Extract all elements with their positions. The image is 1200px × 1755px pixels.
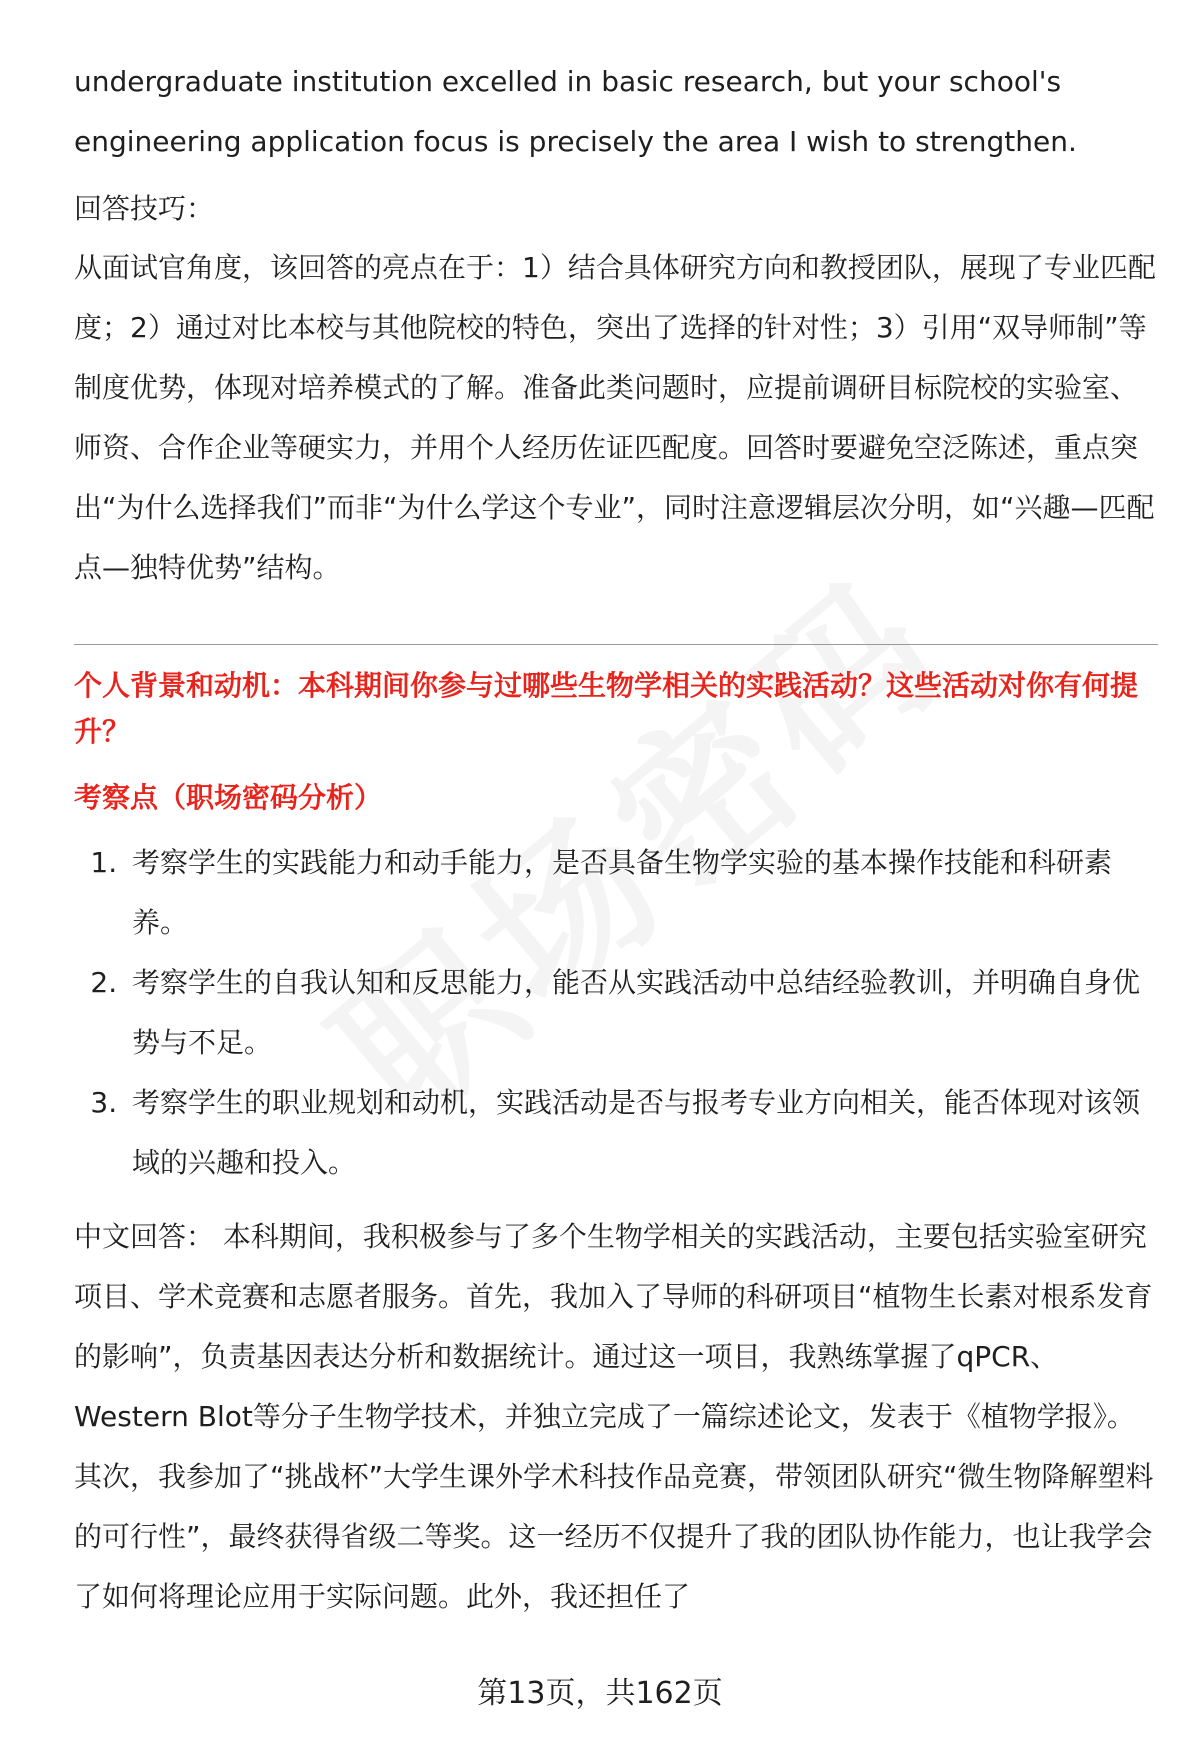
list-item: 3. 考察学生的职业规划和动机，实践活动是否与报考专业方向相关，能否体现对该领域的兴趣和投入。 xyxy=(126,1073,1158,1193)
tips-body: 从面试官角度，该回答的亮点在于：1）结合具体研究方向和教授团队，展现了专业匹配度；2）通过对比本校与其他院校的特色，突出了选择的针对性；3）引用“双导师制”等制度优势，体现对培养模式的了解。准备此类问题时，应提前调研目标院校的实验室、师资、合作企业等硬实力，并用个人经历佐证匹配度。回答时要避免空泛陈述，重点突出“为什么选择我们”而非“为什么学这个专业”，同时注意逻辑层次分明，如“兴趣—匹配点—独特优势”结构。 xyxy=(74,251,1156,584)
assessment-points-list xyxy=(74,833,1158,1193)
tips-label: 回答技巧： xyxy=(74,192,215,225)
answer-paragraph: 中文回答： 本科期间，我积极参与了多个生物学相关的实践活动，主要包括实验室研究项目、学术竞赛和志愿者服务。首先，我加入了导师的科研项目“植物生长素对根系发育的影响”，负责基因表达分析和数据统计。通过这一项目，我熟练掌握了qPCR、Western Blot等分子生物学技术，并独立完成了一篇综述论文，发表于《植物学报》。其次，我参加了“挑战杯”大学生课外学术科技作品竞赛，带领团队研究“微生物降解塑料的可行性”，最终获得省级二等奖。这一经历不仅提升了我的团队协作能力，也让我学会了如何将理论应用于实际问题。此外，我还担任了 xyxy=(74,1220,1154,1613)
section-title: 考察点（职场密码分析） xyxy=(74,781,383,814)
list-item: 2. 考察学生的自我认知和反思能力，能否从实践活动中总结经验教训，并明确自身优势与不足。 xyxy=(126,953,1158,1073)
page-footer: 第13页，共162页 xyxy=(477,1676,723,1711)
page-content xyxy=(74,52,1158,1655)
question-heading: 个人背景和动机：本科期间你参与过哪些生物学相关的实践活动？这些活动对你有何提升？ xyxy=(74,669,1139,748)
intro-paragraph: undergraduate institution excelled in basic research, but your school's engineering application focus is precisely the area I wish to strengthen. xyxy=(74,65,1077,158)
list-item: 1. 考察学生的实践能力和动手能力，是否具备生物学实验的基本操作技能和科研素养。 xyxy=(126,833,1158,953)
section-divider xyxy=(74,644,1158,645)
